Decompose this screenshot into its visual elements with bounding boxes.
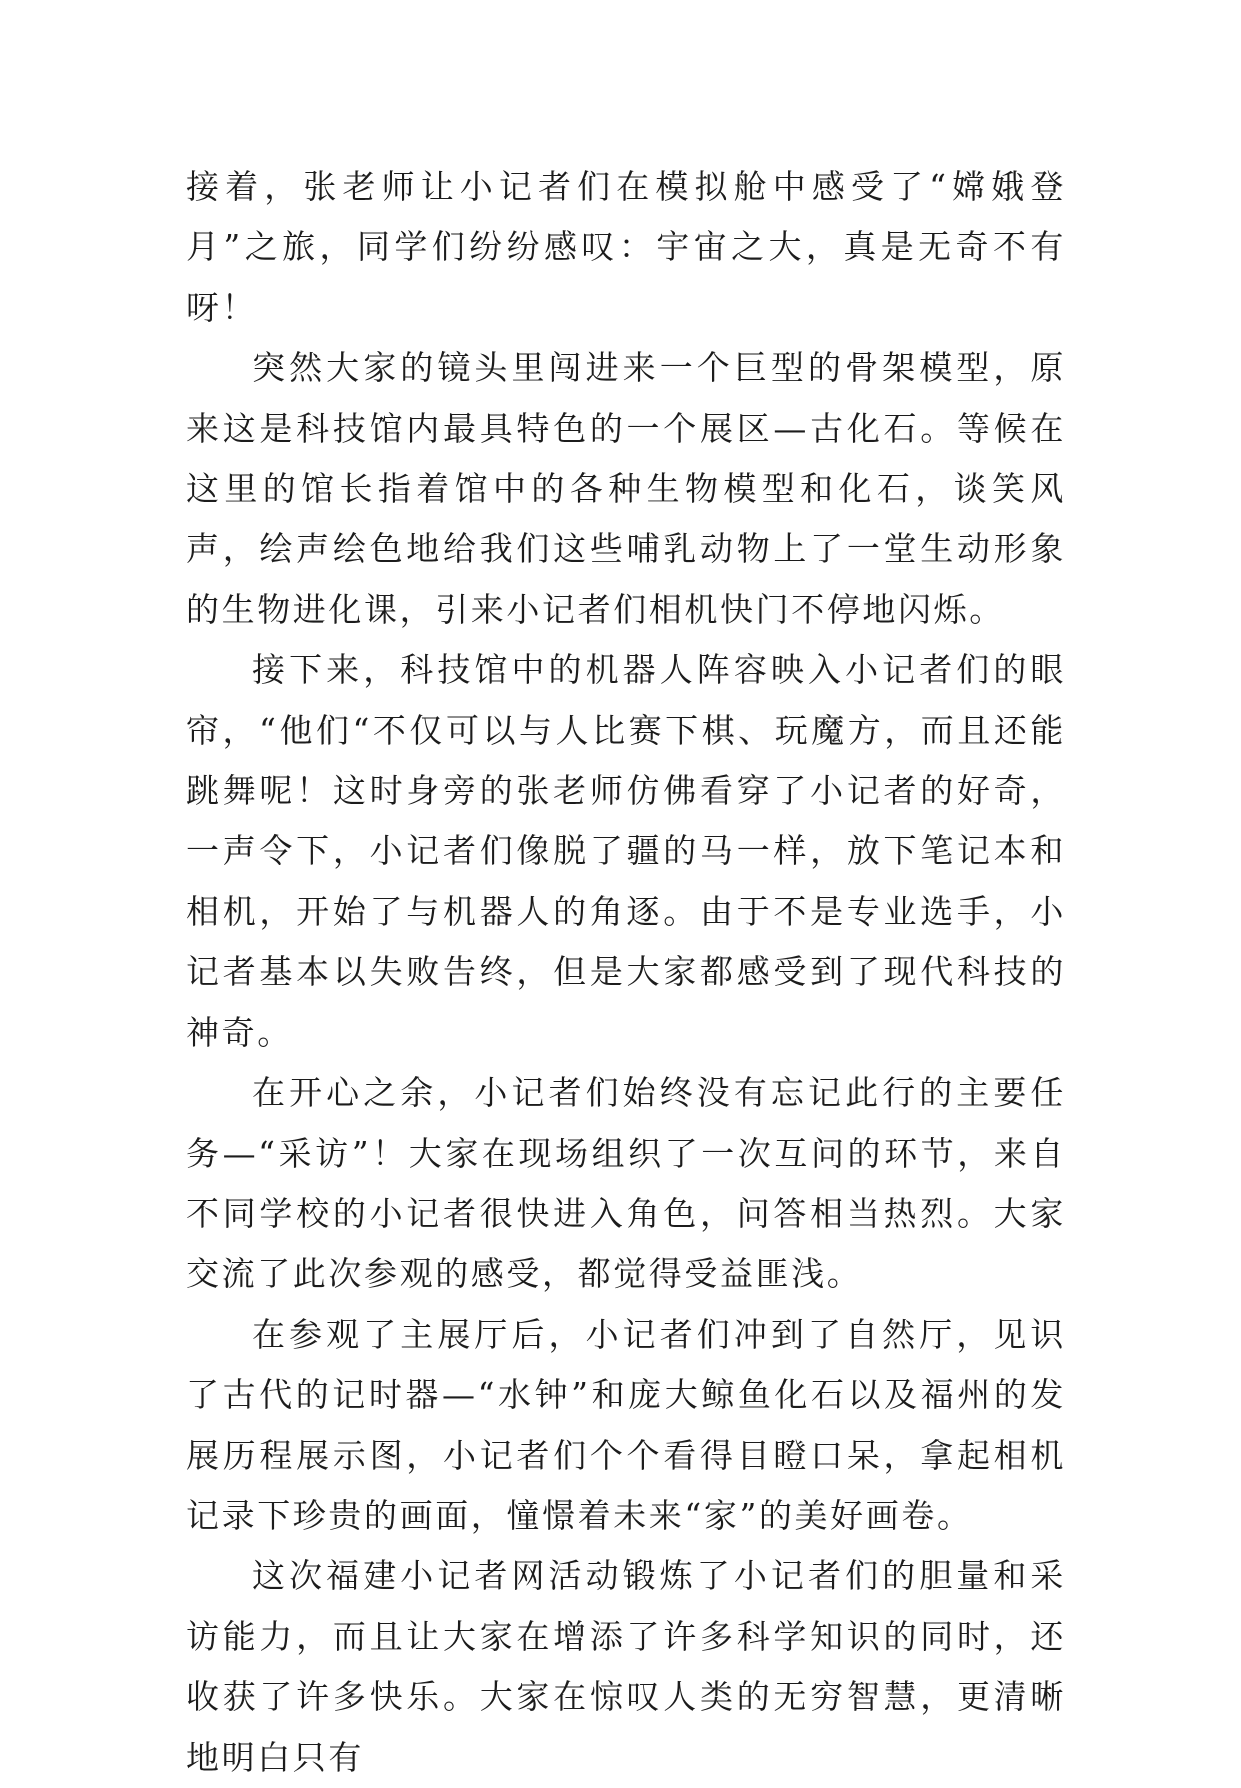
paragraph-4: 在开心之余，小记者们始终没有忘记此行的主要任务—“采访”！大家在现场组织了一次互问的环节，来自不同学校的小记者很快进入角色，问答相当热烈。大家交流了此次参观的感受，都觉得受益匪浅。 bbox=[186, 1073, 1066, 1294]
article-body bbox=[186, 157, 1066, 1788]
paragraph-3: 接下来，科技馆中的机器人阵容映入小记者们的眼帘，“他们“不仅可以与人比赛下棋、玩魔方，而且还能跳舞呢！这时身旁的张老师仿佛看穿了小记者的好奇，一声令下，小记者们像脱了疆的马一样，放下笔记本和相机，开始了与机器人的角逐。由于不是专业选手，小记者基本以失败告终，但是大家都感受到了现代科技的神奇。 bbox=[186, 650, 1066, 1052]
paragraph-1: 接着，张老师让小记者们在模拟舱中感受了“嫦娥登月”之旅，同学们纷纷感叹：宇宙之大，真是无奇不有呀！ bbox=[186, 167, 1066, 327]
paragraph-6: 这次福建小记者网活动锻炼了小记者们的胆量和采访能力，而且让大家在增添了许多科学知识的同时，还收获了许多快乐。大家在惊叹人类的无穷智慧，更清晰地明白只有 bbox=[186, 1556, 1066, 1777]
paragraph-5: 在参观了主展厅后，小记者们冲到了自然厅，见识了古代的记时器—“水钟”和庞大鲸鱼化石以及福州的发展历程展示图，小记者们个个看得目瞪口呆，拿起相机记录下珍贵的画面，憧憬着未来“家”的美好画卷。 bbox=[186, 1314, 1066, 1535]
paragraph-2: 突然大家的镜头里闯进来一个巨型的骨架模型，原来这是科技馆内最具特色的一个展区—古化石。等候在这里的馆长指着馆中的各种生物模型和化石，谈笑风声，绘声绘色地给我们这些哺乳动物上了一堂生动形象的生物进化课，引来小记者们相机快门不停地闪烁。 bbox=[186, 348, 1066, 629]
